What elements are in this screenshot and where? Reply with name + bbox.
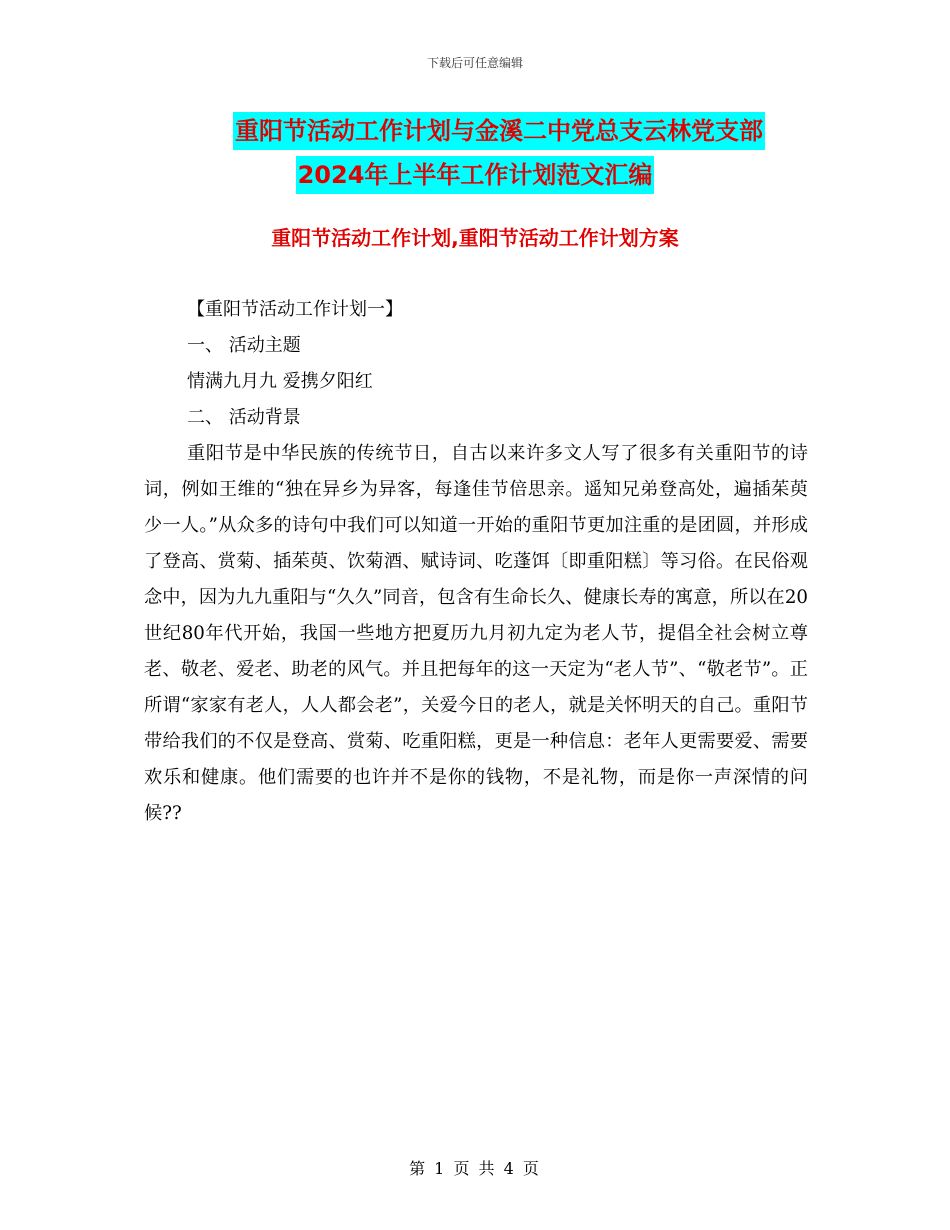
section-subtitle: 重阳节活动工作计划,重阳节活动工作计划方案 bbox=[271, 226, 679, 250]
document-body bbox=[144, 292, 808, 832]
page-number: 第 1 页 共 4 页 bbox=[409, 1159, 541, 1178]
section-1-text: 情满九月九 爱携夕阳红 bbox=[187, 371, 373, 392]
header-note: 下载后可任意编辑 bbox=[426, 56, 523, 70]
section-2-paragraph: 重阳节是中华民族的传统节日，自古以来许多文人写了很多有关重阳节的诗词，例如王维的“独在异乡为异客，每逢佳节倍思亲。遥知兄弟登高处，遍插茱萸少一人。”从众多的诗句中我们可以知道一开始的重阳节更加注重的是团圆，并形成了登高、赏菊、插茱萸、饮菊酒、赋诗词、吃蓬饵〔即重阳糕〕等习俗。在民俗观念中，因为九九重阳与“久久”同音，包含有生命长久、健康长寿的寓意，所以在20世纪80年代开始，我国一些地方把夏历九月初九定为老人节，提倡全社会树立尊老、敬老、爱老、助老的风气。并且把每年的这一天定为“老人节”、“敬老节”。正所谓“家家有老人，人人都会老”，关爱今日的老人，就是关怀明天的自己。重阳节带给我们的不仅是登高、赏菊、吃重阳糕，更是一种信息：老年人更需要爱、需要欢乐和健康。他们需要的也许并不是你的钱物，不是礼物，而是你一声深情的问候?? bbox=[144, 443, 808, 824]
section-1-heading: 一、 活动主题 bbox=[187, 335, 301, 356]
section-2-heading: 二、 活动背景 bbox=[187, 407, 301, 428]
plan-heading: 【重阳节活动工作计划一】 bbox=[187, 299, 403, 320]
title-line-1: 重阳节活动工作计划与金溪二中党总支云林党支部 bbox=[233, 112, 765, 150]
title-line-2: 2024年上半年工作计划范文汇编 bbox=[296, 156, 655, 194]
document-title bbox=[0, 112, 950, 194]
